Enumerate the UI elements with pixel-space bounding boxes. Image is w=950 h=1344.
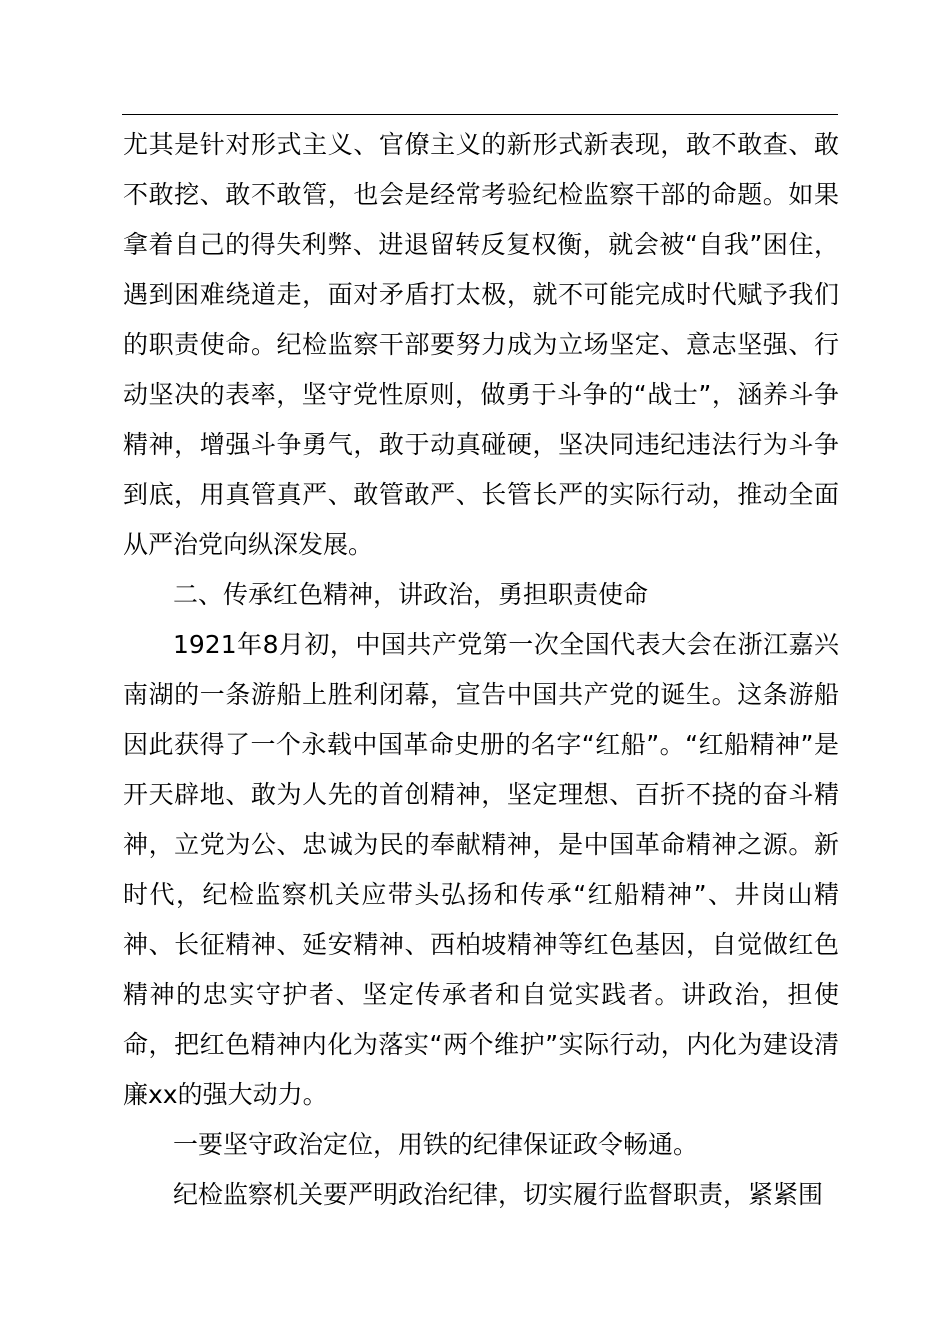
- subsection-heading: 一要坚守政治定位，用铁的纪律保证政令畅通。: [173, 1130, 699, 1159]
- header-rule: [122, 114, 838, 115]
- paragraph-discipline: 纪检监察机关要严明政治纪律，切实履行监督职责，紧紧围: [173, 1180, 824, 1209]
- paragraph-continued: 尤其是针对形式主义、官僚主义的新形式新表现，敢不敢查、敢不敢挖、敢不敢管，也会是经常考验纪检监察干部的命题。如果拿着自己的得失利弊、进退留转反复权衡，就会被“自我”困住，遇到困难绕道走，面对矛盾打太极，就不可能完成时代赋予我们的职责使命。纪检监察干部要努力成为立场坚定、意志坚强、行动坚决的表率，坚守党性原则，做勇于斗争的“战士”，涵养斗争精神，增强斗争勇气，敢于动真碰硬，坚决同违纪违法行为斗争到底，用真管真严、敢管敢严、长管长严的实际行动，推动全面从严治党向纵深发展。: [123, 130, 839, 559]
- paragraph-red-boat: 1921年8月初，中国共产党第一次全国代表大会在浙江嘉兴南湖的一条游船上胜利闭幕，宣告中国共产党的诞生。这条游船因此获得了一个永载中国革命史册的名字“红船”。“红船精神”是开天辟地、敢为人先的首创精神，坚定理想、百折不挠的奋斗精神，立党为公、忠诚为民的奉献精神，是中国革命精神之源。新时代，纪检监察机关应带头弘扬和传承“红船精神”、井岗山精神、长征精神、延安精神、西柏坡精神等红色基因，自觉做红色精神的忠实守护者、坚定传承者和自觉实践者。讲政治，担使命，把红色精神内化为落实“两个维护”实际行动，内化为建设清廉xx的强大动力。: [123, 630, 839, 1109]
- document-body: [123, 120, 839, 1220]
- section-heading: 二、传承红色精神，讲政治，勇担职责使命: [173, 580, 649, 609]
